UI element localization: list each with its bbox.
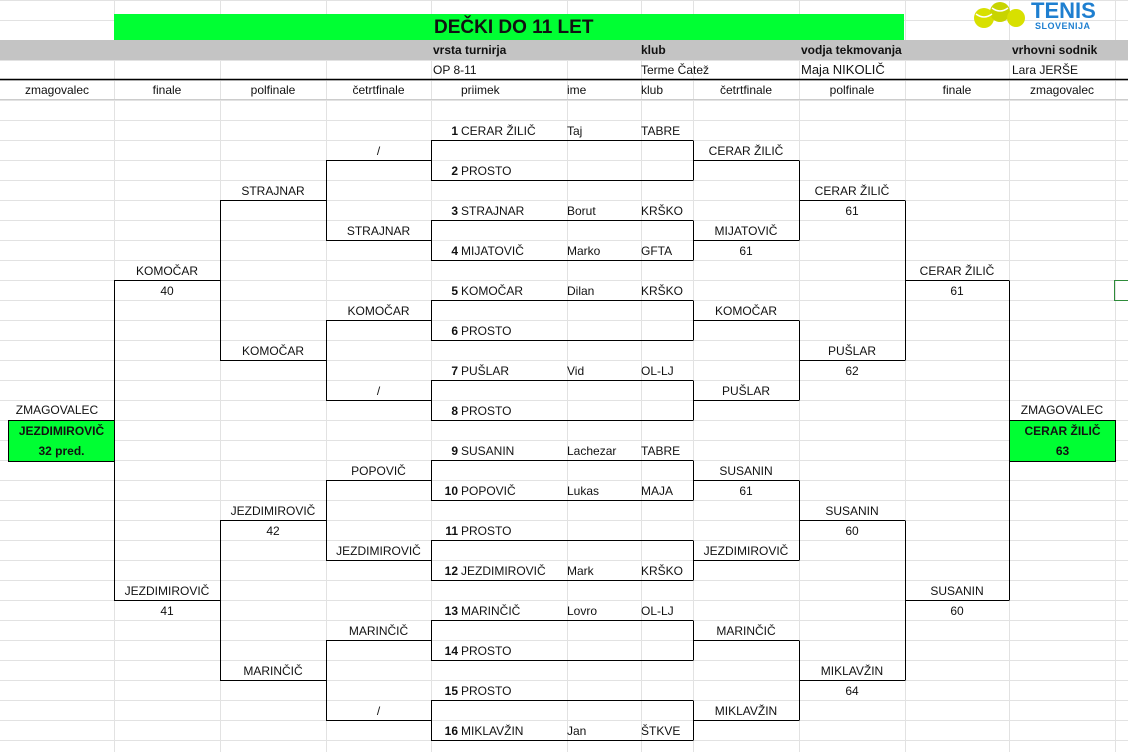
right-sf-score: 61	[845, 204, 859, 218]
player-firstname: Vid	[567, 364, 585, 378]
player-number: 13	[444, 604, 458, 618]
player-firstname	[567, 321, 639, 341]
player-firstname: Borut	[567, 204, 596, 218]
header-klub: klub	[641, 43, 666, 57]
player-club: ŠTKVE	[641, 724, 681, 738]
player-firstname: Marko	[567, 244, 601, 258]
player-number: 14	[444, 644, 458, 658]
player-number: 16	[444, 724, 458, 738]
col-klub: klub	[641, 83, 664, 97]
player-surname: MIJATOVIČ	[461, 244, 524, 258]
player-number: 10	[444, 484, 458, 498]
player-surname: KOMOČAR	[461, 284, 524, 298]
player-surname: PROSTO	[461, 684, 512, 698]
player-surname: SUSANIN	[461, 444, 515, 458]
player-number: 15	[444, 684, 458, 698]
page-title: DEČKI DO 11 LET	[434, 17, 594, 38]
left-sf-winner: JEZDIMIROVIČ	[230, 504, 316, 518]
tennis-balls-icon	[970, 0, 1030, 32]
right-winner-box	[1009, 420, 1116, 462]
value-sodnik: Lara JERŠE	[1012, 63, 1079, 77]
player-number: 7	[451, 364, 458, 378]
player-surname: PROSTO	[461, 524, 512, 538]
col-polfinale-left: polfinale	[250, 83, 296, 97]
left-qf-winner: STRAJNAR	[346, 224, 411, 238]
logo-subtext: SLOVENIJA	[1035, 21, 1091, 31]
left-qf-winner: JEZDIMIROVIČ	[336, 544, 421, 558]
player-firstname: Mark	[567, 564, 594, 578]
left-qf-winner: KOMOČAR	[347, 304, 410, 318]
player-number: 9	[451, 444, 458, 458]
left-winner-box	[8, 420, 115, 462]
right-qf-score	[693, 641, 799, 661]
right-sf-winner: MIKLAVŽIN	[820, 664, 884, 678]
player-surname: JEZDIMIROVIČ	[461, 564, 546, 578]
left-sf-winner: KOMOČAR	[241, 344, 304, 358]
player-number: 6	[451, 324, 458, 338]
player-firstname: Jan	[567, 724, 587, 738]
left-final-winner: KOMOČAR	[135, 264, 198, 278]
left-sf-winner: MARINČIČ	[243, 664, 303, 678]
left-final-score: 40	[160, 284, 174, 298]
left-sf-score: 42	[266, 524, 280, 538]
player-club	[641, 321, 691, 341]
player-surname: PROSTO	[461, 164, 512, 178]
right-sf-winner: SUSANIN	[825, 504, 879, 518]
player-firstname	[567, 641, 639, 661]
player-surname: PROSTO	[461, 644, 512, 658]
left-qf-winner: POPOVIČ	[351, 464, 406, 478]
left-winner-score: 32 pred.	[38, 444, 85, 458]
player-surname: MARINČIČ	[461, 604, 521, 618]
right-qf-winner: PUŠLAR	[721, 384, 771, 398]
col-ime: ime	[567, 83, 587, 97]
left-final-score: 41	[160, 604, 174, 618]
col-finale-left: finale	[152, 83, 182, 97]
player-club: MAJA	[641, 484, 674, 498]
player-number: 5	[451, 284, 458, 298]
right-sf-winner: PUŠLAR	[827, 344, 877, 358]
player-club: OL-LJ	[641, 604, 674, 618]
value-vodja: Maja NIKOLIČ	[801, 62, 885, 77]
player-firstname: Taj	[567, 124, 583, 138]
player-number: 1	[451, 124, 458, 138]
player-surname: PROSTO	[461, 324, 512, 338]
player-number: 2	[451, 164, 458, 178]
player-surname: MIKLAVŽIN	[461, 724, 524, 738]
logo-text: TENIS	[1031, 0, 1096, 23]
right-qf-score	[693, 321, 799, 341]
left-winner-name: JEZDIMIROVIČ	[18, 424, 105, 438]
player-club	[641, 161, 691, 181]
right-qf-score	[693, 401, 799, 421]
player-surname: CERAR ŽILIČ	[461, 124, 536, 138]
left-final-winner: JEZDIMIROVIČ	[124, 584, 210, 598]
player-firstname	[567, 521, 639, 541]
right-qf-score	[693, 721, 799, 741]
col-polfinale-right: polfinale	[829, 83, 875, 97]
right-qf-score: 61	[739, 244, 753, 258]
player-number: 4	[451, 244, 458, 258]
player-club	[641, 521, 691, 541]
left-qf-winner: /	[376, 704, 381, 718]
header-vodja: vodja tekmovanja	[801, 43, 902, 57]
right-final-score: 61	[950, 284, 964, 298]
col-priimek: priimek	[461, 83, 500, 97]
right-qf-winner: MIKLAVŽIN	[714, 704, 778, 718]
right-sf-winner: CERAR ŽILIČ	[814, 184, 890, 198]
right-winner-score: 63	[1055, 444, 1070, 458]
player-firstname	[567, 161, 639, 181]
player-firstname	[567, 681, 639, 701]
player-firstname: Lukas	[567, 484, 600, 498]
left-qf-winner: /	[376, 144, 381, 158]
player-surname: PROSTO	[461, 404, 512, 418]
right-winner-label: ZMAGOVALEC	[1020, 403, 1104, 417]
player-number: 3	[451, 204, 458, 218]
col-finale-right: finale	[942, 83, 972, 97]
right-sf-score: 64	[845, 684, 859, 698]
right-qf-score: 61	[739, 484, 753, 498]
right-sf-score: 62	[845, 364, 859, 378]
player-club: TABRE	[641, 124, 681, 138]
player-club: KRŠKO	[641, 564, 684, 578]
right-qf-winner: JEZDIMIROVIČ	[703, 544, 789, 558]
col-cetrtfinale-right: četrtfinale	[719, 83, 773, 97]
player-club	[641, 681, 691, 701]
col-zmagovalec-left: zmagovalec	[24, 83, 90, 97]
player-club: KRŠKO	[641, 204, 684, 218]
player-number: 8	[451, 404, 458, 418]
left-sf-score	[220, 361, 326, 381]
left-qf-winner: /	[376, 384, 381, 398]
player-number: 11	[445, 524, 458, 538]
right-qf-winner: MIJATOVIČ	[714, 224, 778, 238]
right-qf-winner: KOMOČAR	[714, 304, 777, 318]
header-vrsta-turnirja: vrsta turnirja	[433, 43, 507, 57]
player-firstname: Dilan	[567, 284, 595, 298]
selected-cell[interactable]	[1114, 280, 1128, 301]
left-sf-score	[220, 681, 326, 701]
value-vrsta-turnirja: OP 8-11	[433, 63, 477, 77]
player-firstname: Lovro	[567, 604, 598, 618]
header-sodnik: vrhovni sodnik	[1012, 43, 1098, 57]
player-club: OL-LJ	[641, 364, 674, 378]
player-number: 12	[444, 564, 458, 578]
left-sf-score	[220, 201, 326, 221]
player-club	[641, 641, 691, 661]
player-club	[641, 401, 691, 421]
player-surname: POPOVIČ	[461, 484, 516, 498]
player-firstname	[567, 401, 639, 421]
left-sf-winner: STRAJNAR	[241, 184, 305, 198]
player-surname: STRAJNAR	[461, 204, 525, 218]
right-qf-winner: MARINČIČ	[716, 624, 776, 638]
value-klub: Terme Čatež	[641, 63, 710, 77]
right-qf-score	[693, 561, 799, 581]
right-winner-name: CERAR ŽILIČ	[1024, 424, 1101, 438]
right-qf-winner: SUSANIN	[719, 464, 773, 478]
player-club: KRŠKO	[641, 284, 684, 298]
right-sf-score: 60	[845, 524, 859, 538]
left-winner-label: ZMAGOVALEC	[15, 403, 99, 417]
player-firstname: Lachezar	[567, 444, 617, 458]
player-club: GFTA	[641, 244, 673, 258]
player-club: TABRE	[641, 444, 681, 458]
right-final-score: 60	[950, 604, 964, 618]
right-qf-winner: CERAR ŽILIČ	[708, 144, 784, 158]
col-zmagovalec-right: zmagovalec	[1029, 83, 1095, 97]
right-qf-score	[693, 161, 799, 181]
right-final-winner: SUSANIN	[930, 584, 984, 598]
left-qf-winner: MARINČIČ	[348, 624, 409, 638]
col-cetrtfinale-left: četrtfinale	[352, 83, 405, 97]
info-header-row	[0, 40, 1128, 60]
player-surname: PUŠLAR	[461, 364, 510, 378]
right-final-winner: CERAR ŽILIČ	[919, 264, 995, 278]
